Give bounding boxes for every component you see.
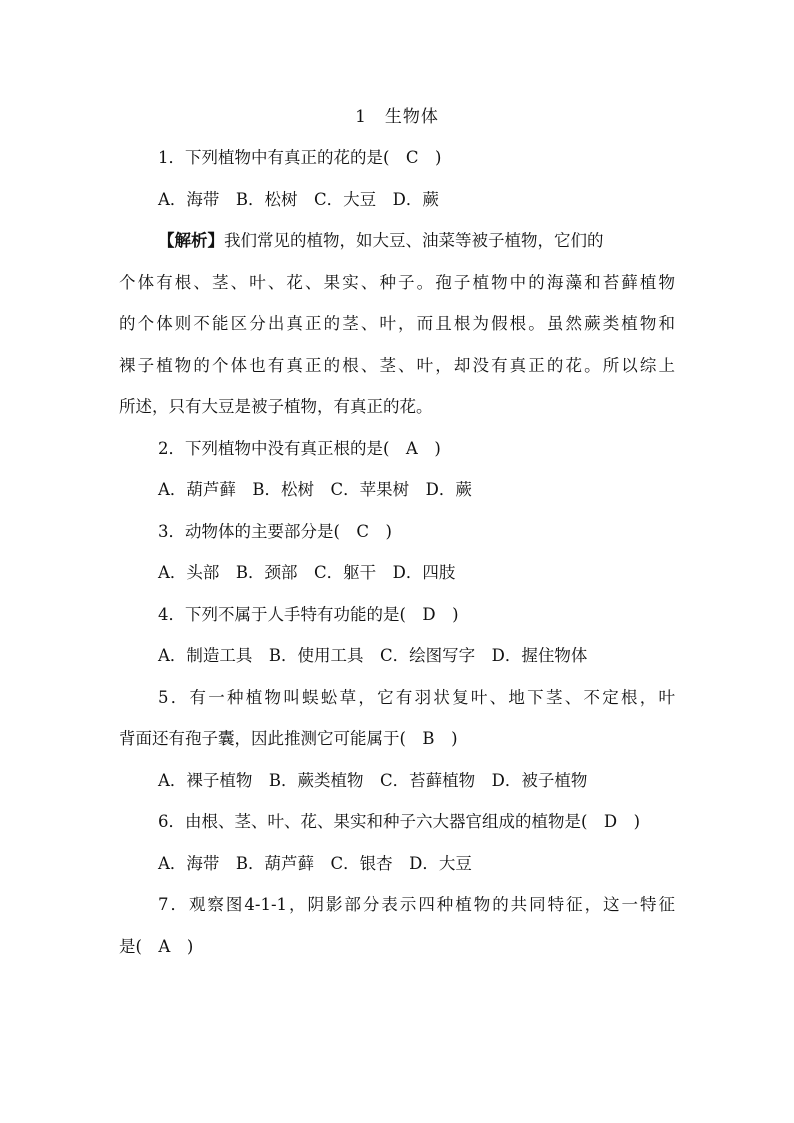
question-5-options: A．裸子植物 B．蕨类植物 C．苔藓植物 D．被子植物 [158, 770, 588, 790]
question-5-stem-line-2: 背面还有孢子囊，因此推测它可能属于( B ) [119, 729, 458, 748]
section-title-text: 生物体 [384, 107, 439, 127]
question-4-options: A．制造工具 B．使用工具 C．绘图写字 D．握住物体 [158, 646, 588, 665]
question-1-options: A．海带 B．松树 C．大豆 D．蕨 [158, 189, 439, 209]
question-2-options: A．葫芦藓 B．松树 C．苹果树 D．蕨 [158, 480, 472, 499]
questions-body [119, 146, 675, 976]
question-7-stem-line-2: 是( A ) [119, 936, 194, 956]
analysis-text-3: 的个体则不能区分出真正的茎、叶，而且根为假根。虽然蕨类植物和 [119, 314, 675, 333]
analysis-text-1: 我们常见的植物，如大豆、油菜等被子植物，它们的 [224, 231, 604, 250]
question-7-stem-text-1: 7．观察图4-1-1，阴影部分表示四种植物的共同特征，这一特征 [158, 895, 675, 914]
question-3-options: A．头部 B．颈部 C．躯干 D．四肢 [158, 563, 456, 582]
question-1-stem: 1．下列植物中有真正的花的是( C ) [158, 148, 442, 167]
question-5-stem-text-1: 5．有一种植物叫蜈蚣草，它有羽状复叶、地下茎、不定根，叶 [158, 687, 675, 707]
analysis-label: 【解析】 [158, 231, 224, 250]
analysis-line-2 [119, 271, 675, 313]
section-number: 1 [355, 107, 367, 127]
question-7-stem-line-1 [119, 893, 675, 935]
question-4-stem: 4．下列不属于人手特有功能的是( D ) [158, 604, 459, 624]
analysis-line-5: 所述，只有大豆是被子植物，有真正的花。 [119, 397, 433, 416]
analysis-line-1 [119, 229, 675, 271]
section-title [0, 105, 794, 129]
analysis-text-4: 裸子植物的个体也有真正的根、茎、叶，却没有真正的花。所以综上 [119, 355, 675, 375]
analysis-line-4 [119, 354, 675, 396]
analysis-line-3 [119, 312, 675, 354]
question-5-stem-line-1 [119, 686, 675, 728]
question-3-stem: 3．动物体的主要部分是( C ) [158, 521, 392, 541]
question-6-options: A．海带 B．葫芦藓 C．银杏 D．大豆 [158, 853, 472, 873]
analysis-text-2: 个体有根、茎、叶、花、果实、种子。孢子植物中的海藻和苔藓植物 [119, 272, 675, 292]
question-2-stem: 2．下列植物中没有真正根的是( A ) [158, 438, 441, 458]
question-6-stem: 6．由根、茎、叶、花、果实和种子六大器官组成的植物是( D ) [158, 812, 641, 831]
